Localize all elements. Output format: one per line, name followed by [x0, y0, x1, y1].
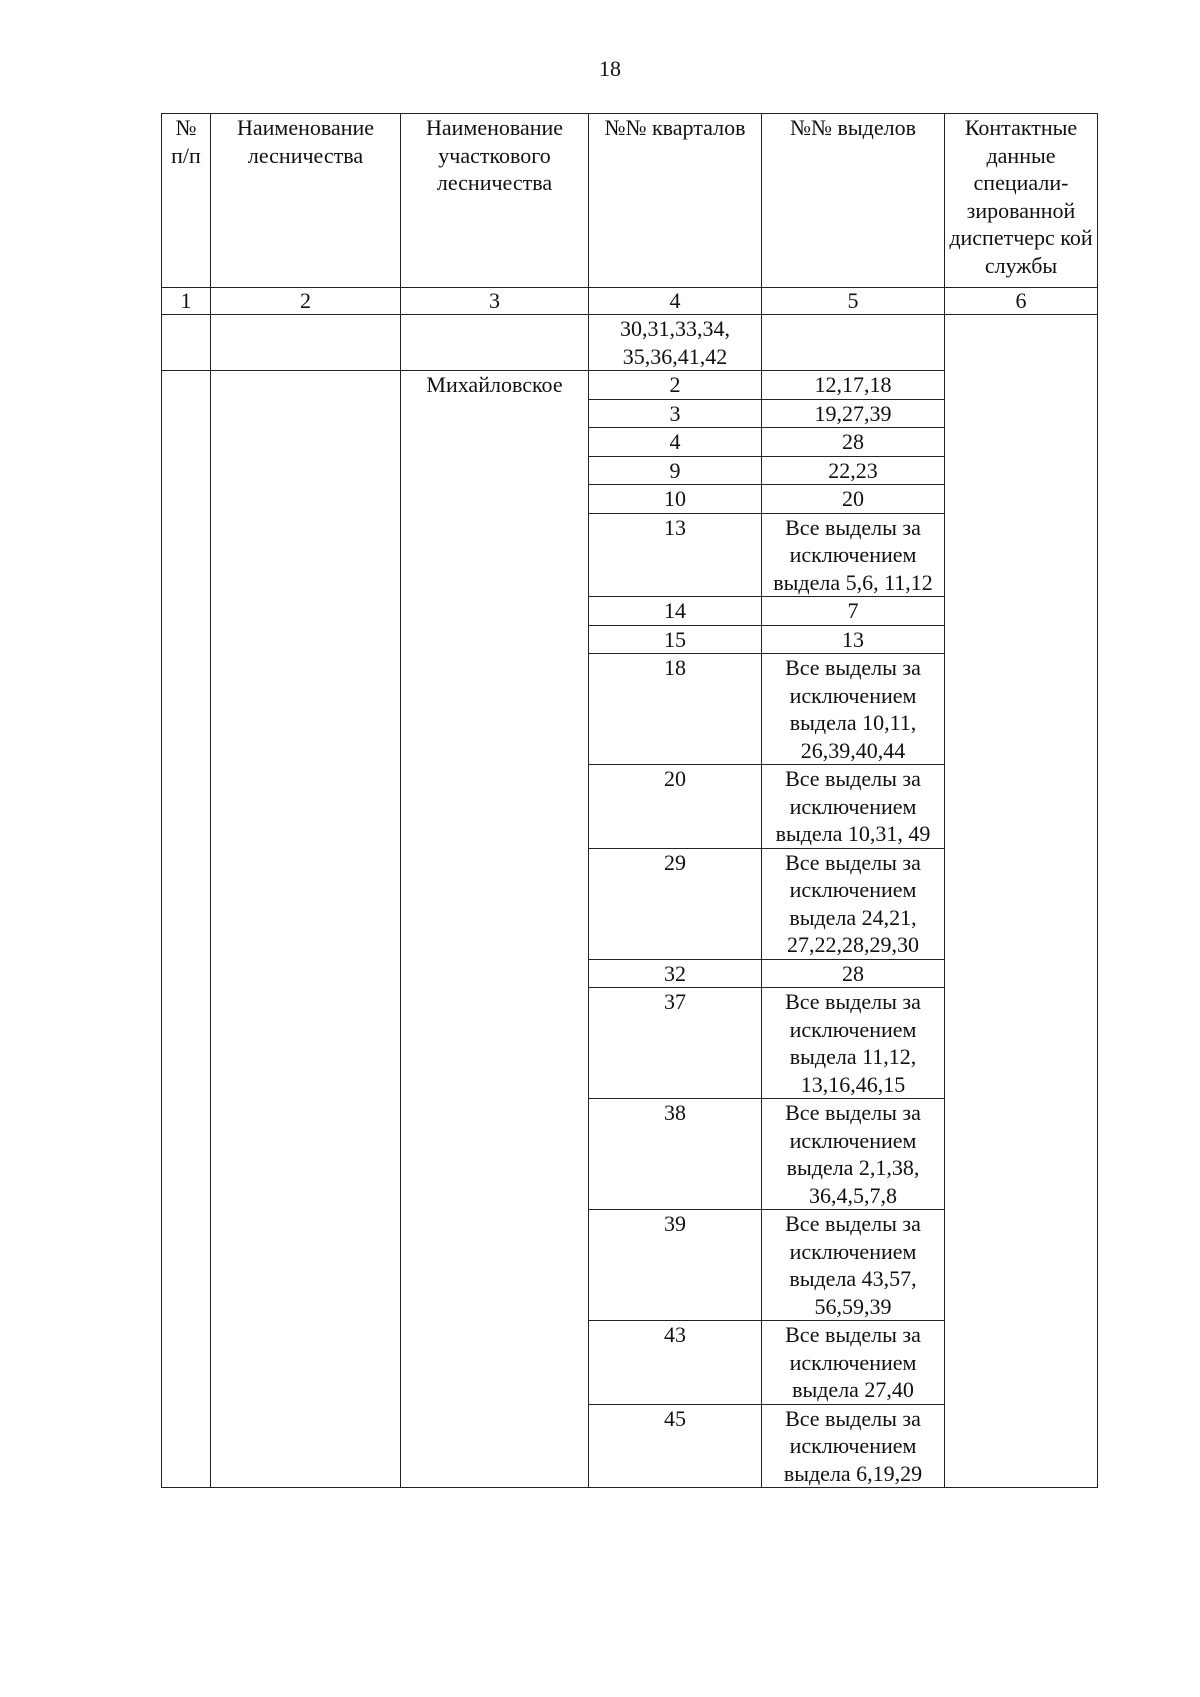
contact-cell [945, 315, 1098, 1488]
quarter-cell: 30,31,33,34, 35,36,41,42 [589, 315, 762, 371]
quarter-cell: 9 [589, 456, 762, 485]
sections-cell: 20 [762, 485, 945, 514]
header-cell: №№ кварталов [589, 114, 762, 288]
sections-cell: 28 [762, 428, 945, 457]
header-cell: Наименование лесничества [211, 114, 401, 288]
column-number-cell: 5 [762, 288, 945, 315]
quarter-cell: 43 [589, 1321, 762, 1405]
header-cell: Контактные данные специали-зированной диспетчерс кой службы [945, 114, 1098, 288]
column-number-cell: 3 [401, 288, 589, 315]
column-number-cell: 4 [589, 288, 762, 315]
table-cell [401, 315, 589, 371]
quarter-cell: 10 [589, 485, 762, 514]
quarter-cell: 4 [589, 428, 762, 457]
table-cell [162, 315, 211, 371]
district-cell: Михайловское [401, 371, 589, 1488]
quarter-cell: 29 [589, 848, 762, 959]
sections-cell: Все выделы за исключением выдела 43,57, 56,59,39 [762, 1210, 945, 1321]
quarter-cell: 15 [589, 625, 762, 654]
quarter-cell: 18 [589, 654, 762, 765]
forestry-cell [211, 371, 401, 1488]
quarter-cell: 32 [589, 959, 762, 988]
sections-cell [762, 315, 945, 371]
sections-cell: Все выделы за исключением выдела 6,19,29 [762, 1404, 945, 1488]
column-number-row [162, 288, 1098, 315]
sections-cell: 28 [762, 959, 945, 988]
quarter-cell: 14 [589, 597, 762, 626]
header-cell: Наименование участкового лесничества [401, 114, 589, 288]
header-cell: №№ выделов [762, 114, 945, 288]
page-number: 18 [599, 56, 621, 81]
sections-cell: 13 [762, 625, 945, 654]
quarter-cell: 20 [589, 765, 762, 849]
forest-table [161, 113, 1098, 1488]
column-number-cell: 6 [945, 288, 1098, 315]
sections-cell: 7 [762, 597, 945, 626]
sections-cell: Все выделы за исключением выдела 24,21, 27,22,28,29,30 [762, 848, 945, 959]
quarter-cell: 39 [589, 1210, 762, 1321]
quarter-cell: 2 [589, 371, 762, 400]
sections-cell: Все выделы за исключением выдела 2,1,38, 36,4,5,7,8 [762, 1099, 945, 1210]
quarter-cell: 13 [589, 513, 762, 597]
sections-cell: 22,23 [762, 456, 945, 485]
sections-cell: Все выделы за исключением выдела 10,11, 26,39,40,44 [762, 654, 945, 765]
sections-cell: Все выделы за исключением выдела 27,40 [762, 1321, 945, 1405]
column-number-cell: 1 [162, 288, 211, 315]
sections-cell: Все выделы за исключением выдела 11,12, 13,16,46,15 [762, 988, 945, 1099]
quarter-cell: 45 [589, 1404, 762, 1488]
continuation-row [162, 315, 1098, 371]
column-number-cell: 2 [211, 288, 401, 315]
sections-cell: Все выделы за исключением выдела 5,6, 11,12 [762, 513, 945, 597]
header-row [162, 114, 1098, 288]
quarter-cell: 38 [589, 1099, 762, 1210]
sections-cell: Все выделы за исключением выдела 10,31, 49 [762, 765, 945, 849]
sections-cell: 19,27,39 [762, 399, 945, 428]
table-cell [211, 315, 401, 371]
row-number-cell [162, 371, 211, 1488]
header-cell: № п/п [162, 114, 211, 288]
quarter-cell: 3 [589, 399, 762, 428]
quarter-cell: 37 [589, 988, 762, 1099]
sections-cell: 12,17,18 [762, 371, 945, 400]
